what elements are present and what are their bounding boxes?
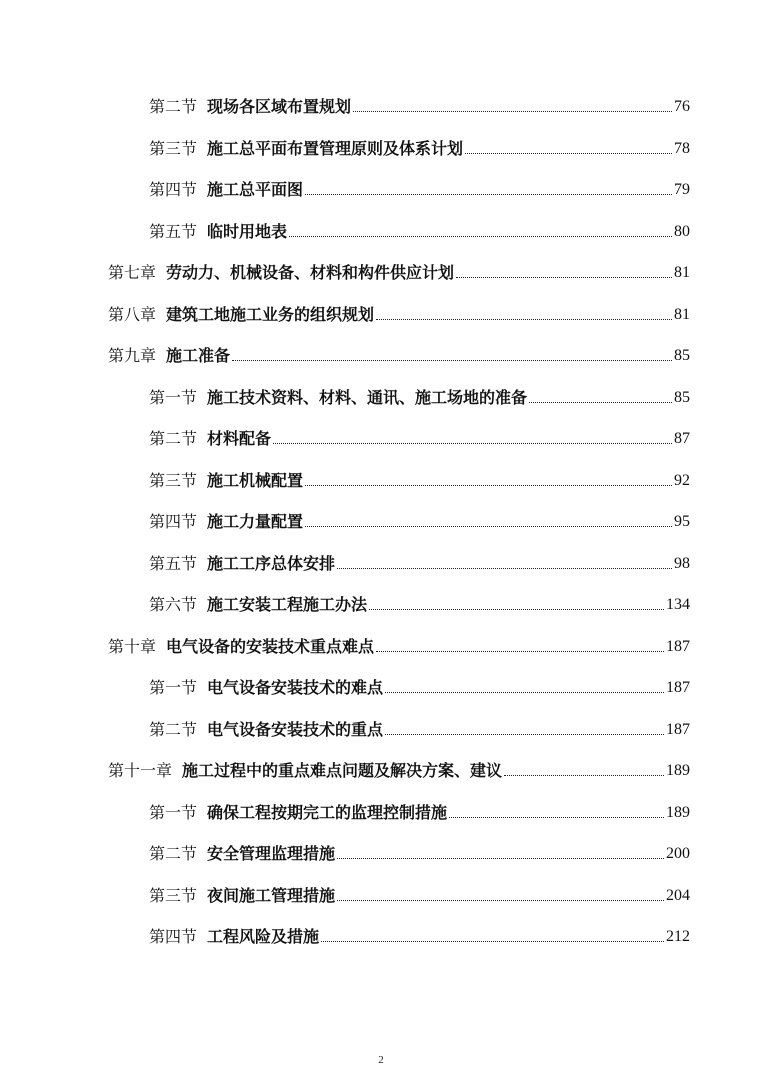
entry-title: 建筑工地施工业务的组织规划 [166,305,375,324]
toc-entry-section[interactable] [149,133,690,159]
entry-number: 第一节 [149,388,198,407]
toc-entry-chapter[interactable] [108,340,690,366]
entry-number: 第一节 [149,678,198,697]
entry-number: 第九章 [108,346,157,365]
dot-leader [305,485,672,486]
entry-page-number: 200 [666,845,690,862]
entry-title: 施工准备 [166,346,231,365]
entry-number: 第二节 [149,720,198,739]
entry-title: 施工力量配置 [207,512,304,531]
toc-entry-chapter[interactable] [108,755,690,781]
toc-entry-section[interactable] [149,880,690,906]
entry-title: 临时用地表 [207,222,288,241]
toc-entry-section[interactable] [149,838,690,864]
dot-leader [376,319,672,320]
dot-leader [385,734,664,735]
dot-leader [321,941,664,942]
dot-leader [273,443,672,444]
toc-entry-chapter[interactable] [108,257,690,283]
entry-number: 第四节 [149,927,198,946]
entry-title: 夜间施工管理措施 [207,886,336,905]
dot-leader [456,277,672,278]
toc-entry-section[interactable] [149,382,690,408]
dot-leader [337,568,672,569]
entry-number: 第八章 [108,305,157,324]
toc-entry-section[interactable] [149,714,690,740]
entry-number: 第五节 [149,554,198,573]
dot-leader [449,817,664,818]
entry-number: 第一节 [149,803,198,822]
entry-number: 第三节 [149,471,198,490]
entry-page-number: 187 [666,638,690,655]
entry-page-number: 79 [674,181,690,198]
dot-leader [376,651,664,652]
entry-title: 工程风险及措施 [207,927,320,946]
toc-entry-section[interactable] [149,672,690,698]
toc-entry-chapter[interactable] [108,631,690,657]
dot-leader [289,236,672,237]
dot-leader [337,858,664,859]
entry-number: 第三节 [149,139,198,158]
toc-entry-section[interactable] [149,589,690,615]
entry-page-number: 81 [674,264,690,281]
entry-title: 施工机械配置 [207,471,304,490]
entry-number: 第二节 [149,844,198,863]
entry-page-number: 80 [674,223,690,240]
entry-page-number: 81 [674,306,690,323]
entry-page-number: 189 [666,804,690,821]
toc-entry-section[interactable] [149,921,690,947]
entry-title: 电气设备的安装技术重点难点 [166,637,375,656]
dot-leader [465,153,672,154]
dot-leader [504,775,664,776]
entry-page-number: 95 [674,513,690,530]
entry-title: 施工安装工程施工办法 [207,595,368,614]
dot-leader [305,526,672,527]
entry-page-number: 187 [666,679,690,696]
entry-page-number: 85 [674,389,690,406]
entry-number: 第二节 [149,429,198,448]
entry-number: 第四节 [149,180,198,199]
entry-page-number: 87 [674,430,690,447]
toc-entry-section[interactable] [149,174,690,200]
entry-title: 施工工序总体安排 [207,554,336,573]
entry-number: 第七章 [108,263,157,282]
page-number-footer: 2 [378,1054,384,1066]
entry-title: 确保工程按期完工的监理控制措施 [207,803,448,822]
entry-page-number: 85 [674,347,690,364]
entry-title: 施工总平面布置管理原则及体系计划 [207,139,464,158]
entry-page-number: 204 [666,887,690,904]
entry-number: 第六节 [149,595,198,614]
entry-page-number: 76 [674,98,690,115]
toc-entry-section[interactable] [149,423,690,449]
entry-title: 电气设备安装技术的重点 [207,720,384,739]
toc-entry-section[interactable] [149,506,690,532]
entry-page-number: 189 [666,762,690,779]
entry-title: 施工总平面图 [207,180,304,199]
toc-entry-section[interactable] [149,216,690,242]
entry-page-number: 98 [674,555,690,572]
toc-entry-section[interactable] [149,548,690,574]
dot-leader [369,609,664,610]
entry-number: 第二节 [149,97,198,116]
entry-number: 第四节 [149,512,198,531]
entry-title: 电气设备安装技术的难点 [207,678,384,697]
entry-title: 现场各区域布置规划 [207,97,352,116]
entry-title: 施工过程中的重点难点问题及解决方案、建议 [182,761,503,780]
entry-title: 施工技术资料、材料、通讯、施工场地的准备 [207,388,528,407]
dot-leader [385,692,664,693]
dot-leader [232,360,672,361]
entry-page-number: 78 [674,140,690,157]
entry-number: 第十章 [108,637,157,656]
entry-page-number: 134 [666,596,690,613]
entry-number: 第十一章 [108,761,173,780]
dot-leader [305,194,672,195]
toc-entry-section[interactable] [149,797,690,823]
entry-number: 第五节 [149,222,198,241]
toc-entry-chapter[interactable] [108,299,690,325]
entry-page-number: 212 [666,928,690,945]
dot-leader [337,900,664,901]
dot-leader [353,111,672,112]
dot-leader [529,402,672,403]
entry-page-number: 92 [674,472,690,489]
toc-entry-section[interactable] [149,91,690,117]
entry-title: 安全管理监理措施 [207,844,336,863]
entry-title: 材料配备 [207,429,272,448]
entry-title: 劳动力、机械设备、材料和构件供应计划 [166,263,455,282]
toc-entry-section[interactable] [149,465,690,491]
entry-number: 第三节 [149,886,198,905]
entry-page-number: 187 [666,721,690,738]
